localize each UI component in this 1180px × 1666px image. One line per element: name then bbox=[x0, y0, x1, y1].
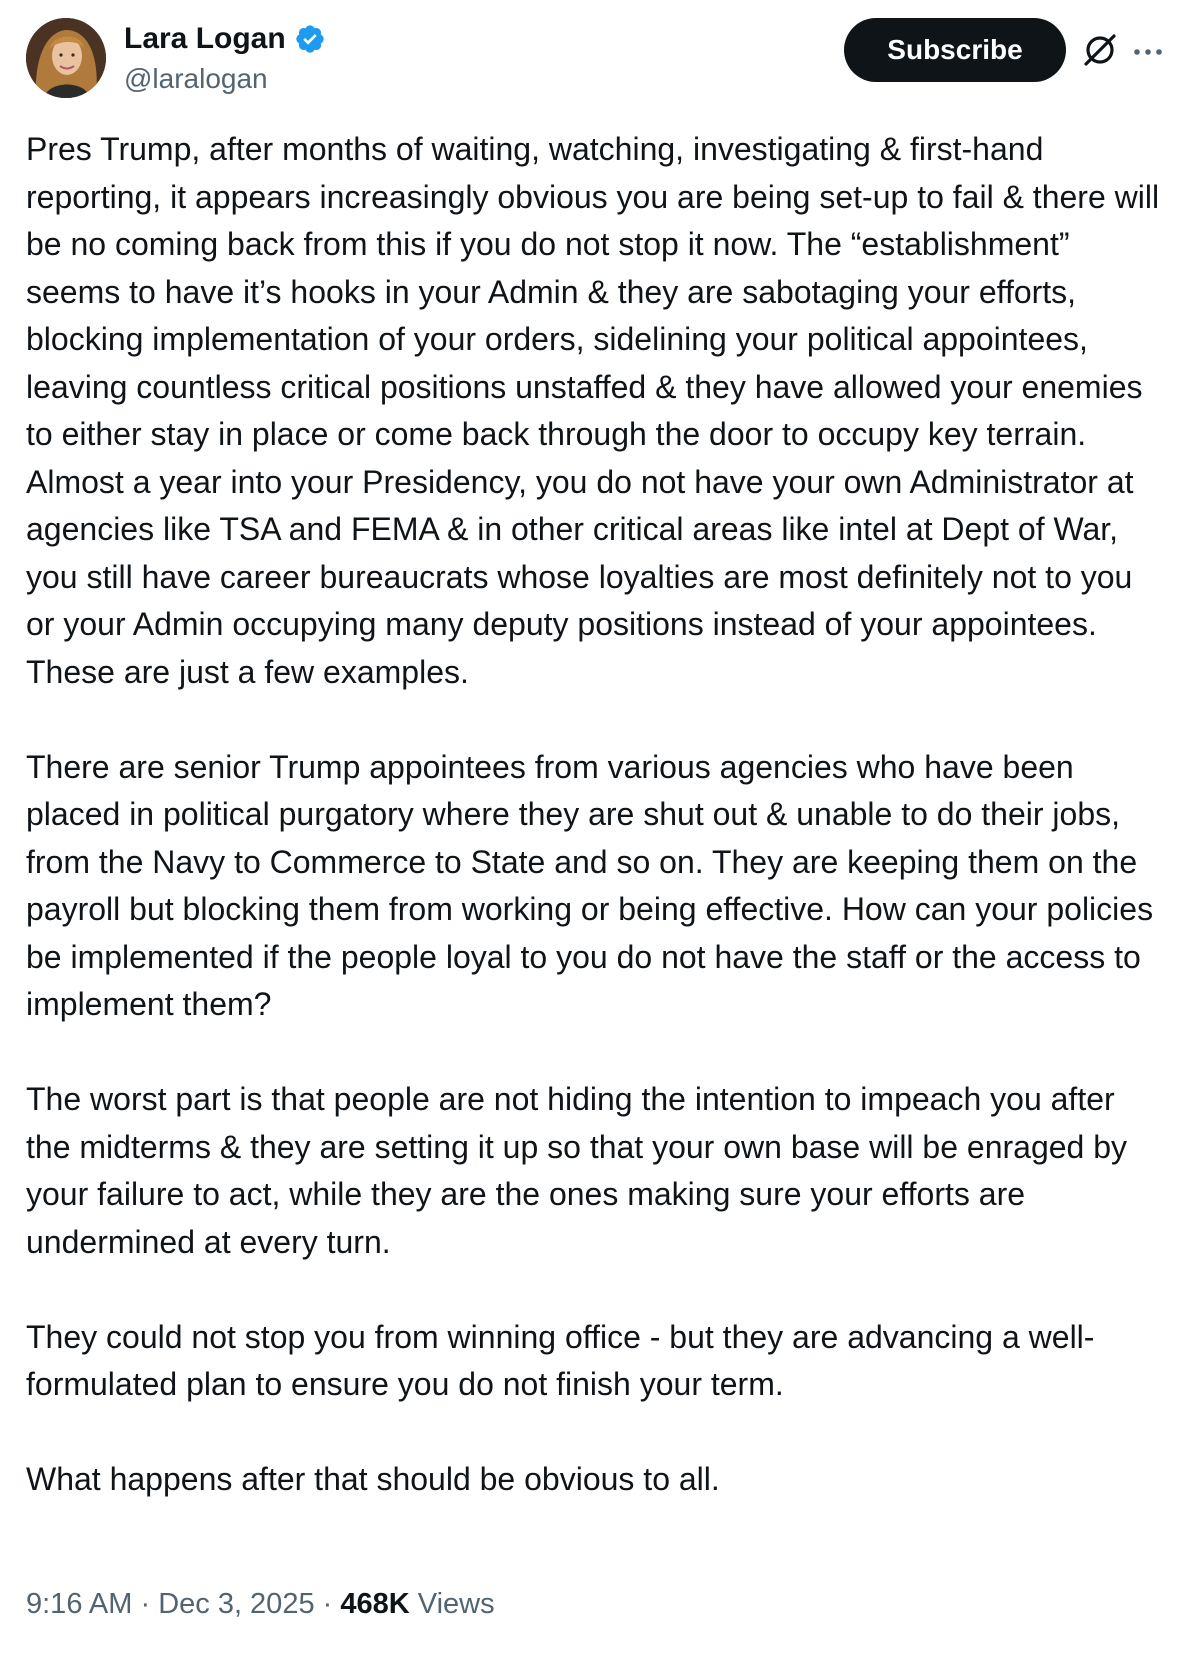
meta-separator: · bbox=[314, 1588, 341, 1620]
tweet-meta bbox=[26, 1582, 495, 1626]
display-name-row bbox=[124, 20, 326, 58]
views-label: Views bbox=[409, 1588, 495, 1620]
author-block bbox=[124, 20, 326, 98]
views-count: 468K bbox=[340, 1588, 410, 1620]
handle[interactable]: @laralogan bbox=[124, 63, 268, 94]
tweet-header bbox=[26, 18, 1160, 98]
avatar-photo bbox=[26, 18, 106, 98]
meta-separator: · bbox=[132, 1588, 159, 1620]
avatar[interactable] bbox=[26, 18, 106, 98]
tweet-paragraph: The worst part is that people are not hiding the intention to impeach you after the midterms & they are setting it up so that your own base will be enraged by your failure to act, while they are the ones making sure your efforts are undermined at every turn. bbox=[26, 1081, 1128, 1260]
more-icon[interactable] bbox=[1132, 36, 1164, 68]
subscribe-button[interactable]: Subscribe bbox=[844, 18, 1066, 82]
tweet-text bbox=[26, 126, 1160, 1504]
tweet-paragraph: Pres Trump, after months of waiting, watching, investigating & first-hand reporting, it appears increasingly obvious you are being set-up to fail & there will be no coming back from this if you do not stop it now. The “establishment” seems to have it’s hooks in your Admin & they are sabotaging your efforts, blocking implementation of your orders, sidelining your political appointees, leaving countless critical positions unstaffed & they have allowed your enemies to either stay in place or come back through the door to occupy key terrain. Almost a year into your Presidency, you do not have your own Administrator at agencies like TSA and FEMA & in other critical areas like intel at Dept of War, you still have career bureaucrats whose loyalties are most definitely not to you or your Admin occupying many deputy positions instead of your appointees. These are just a few examples. bbox=[26, 131, 1160, 690]
timestamp-time[interactable]: 9:16 AM bbox=[26, 1588, 133, 1620]
timestamp-date[interactable]: Dec 3, 2025 bbox=[158, 1588, 315, 1620]
tweet-paragraph: There are senior Trump appointees from various agencies who have been placed in political purgatory where they are shut out & unable to do their jobs, from the Navy to Commerce to State and so on. They are keeping them on the payroll but blocking them from working or being effective. How can your policies be implemented if the people loyal to you do not have the staff or the access to implement them? bbox=[26, 748, 1154, 1022]
display-name[interactable]: Lara Logan bbox=[124, 22, 286, 55]
tweet-paragraph: They could not stop you from winning office - but they are advancing a well-formulated plan to ensure you do not finish your term. bbox=[26, 1318, 1095, 1402]
grok-icon[interactable] bbox=[1080, 30, 1120, 70]
tweet-paragraph: What happens after that should be obvious to all. bbox=[26, 1461, 720, 1497]
verified-badge-icon[interactable] bbox=[294, 23, 326, 55]
